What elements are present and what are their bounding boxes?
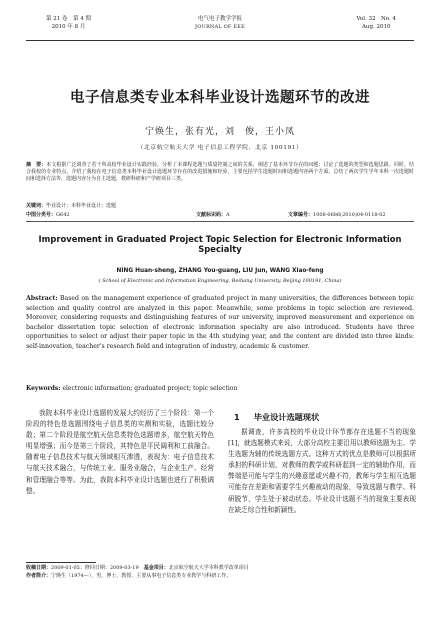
journal-name-cn: 电气电子教学学报 [197, 16, 242, 22]
abstract-en [26, 294, 414, 352]
footnote-divider [26, 562, 96, 563]
clc-label: 中图分类号： [26, 212, 57, 218]
journal-name-en: JOURNAL OF EEE [195, 23, 245, 30]
keywords-en [26, 385, 414, 393]
section-1-heading [234, 412, 416, 423]
author-bio-value: 宁焕生（1974—），男，博士，教授，主要从事电子信息类专业教学与科研工作。 [51, 572, 232, 579]
footnote [26, 565, 414, 580]
received-label: 收稿日期： [26, 565, 52, 571]
paper-title-cn: 电子信息类专业本科毕业设计选题环节的改进 [70, 90, 370, 106]
header-date: 2010 年 8 月 [51, 23, 86, 30]
meta-divider [26, 221, 414, 222]
footnote-author [26, 573, 414, 581]
keywords-en-text: electronic information; graduated project; topic selection [62, 385, 238, 392]
section-1 [228, 412, 416, 516]
abstract-cn [26, 162, 414, 184]
section-1-number: 1 [234, 412, 240, 422]
affiliation-cn: （北京航空航天大学 电子信息工程学院，北京 100191） [137, 145, 303, 151]
author-bio-label: 作者简介： [26, 572, 52, 579]
abstract-en-text: Based on the management experience of graduated project in many universities, the differences between topic selection and quality control are analyzed in this paper. Meanwhile, some problems in topic selection are reviewed. Moreover, considering requests and distinguishing features of our university, improved measurement and experience on bachelor dissertation topic selection of electronic information specialty are also introduced. Students have three opportunities to select or adjust their paper topic in the 4th studying year, and the content are divided into three kinds: self-innovation, teacher's research field and integration of industry, academic & customer. [26, 295, 415, 350]
paper-title-en: Improvement in Graduated Project Topic Selection for Electronic Information Specialty [38, 234, 402, 254]
doc-value: A [226, 212, 230, 218]
abstract-en-label: Abstract: [26, 295, 58, 302]
intro-paragraph: 我院本科毕业设计选题的发展大约经历了三个阶段：第一个阶段的特色是选题围绕电子信息类的实测和实验，选题比较分散；第二个阶段是航空航天信息类特色选题增多，航空航天特色明显增强；而今是第三个阶段，其特色是平民阔利和工前融合。随着电子信息技术与航天领域相互渗透，表现为：电子信息技术与航天技术融合，与传统工业、服务业融合，与企业生产、经营和管理融合等等。为此，我院本科毕业设计选题也进行了积极调整。 [26, 409, 214, 495]
abstract-cn-text: 本文根据广泛调查了若干所高校毕业设计实践经验，分析了本课程选题与质量控制之间的关系，阐述了基本环节存在的问题；讨论了选题的类型和选题思路。同时，结合我校的专业特点，介绍了我校在电子信息类本科毕业设计选题环节存在的改进措施和经验，主要包括学生选题时间和选题内容两个方面。总结了两次学生学年本科一次选题时间和选择方法等，选题内容分为自主选题，教研科研和产学研项目三类。 [26, 162, 414, 183]
abstract-cn-label: 摘 要： [26, 162, 47, 168]
fund-value: 北京航空航天大学本科教学改革项目 [168, 565, 249, 571]
affiliation-en: ( School of Electronic and Information Engineering, Beihang University, Beijing 100191, China) [98, 278, 342, 284]
article-label: 文章编号： [288, 212, 314, 218]
keywords-en-label: Keywords: [26, 385, 61, 392]
authors-cn: 宁焕生，张有光，刘 俊，王小凤 [144, 127, 295, 137]
section-1-body: 据调查，许多高校的毕业设计环节都存在选题不当的现象[1]，就选题模式来说，大部分高校主要沿用以教师选题为主、学生选题为辅的传统选题方式。这种方式的优点是教师可以根据所承担的科研计划，对教师的教学或科研起到一定的辅助作用，而弊端是可能与学生的兴趣意愿或兴趣不符，教师与学生相互选题可能存在差距和需要学生兴趣被动的现象，导致选题与教学、科研脱节，学生处于被动状态。毕业设计选题不当的现象主要表现在缺乏综合性和新颖性。 [228, 428, 416, 514]
keywords-cn-text: 毕业设计；本科毕业设计；选题 [46, 203, 117, 209]
footnote-received [26, 565, 414, 573]
clc-value: G642 [56, 212, 70, 218]
keywords-cn [26, 203, 414, 210]
header-volume: 第 21 卷 第 4 期 [46, 16, 91, 22]
article-value: 1008-0686(2010)04-0118-02 [313, 212, 386, 218]
doc-code [196, 212, 230, 219]
received-value: 2009-01-05；修回日期：2009-03-19 [51, 565, 139, 571]
header-right [356, 16, 396, 31]
keywords-cn-label: 关键词： [26, 203, 47, 209]
fund-label: 基金项目： [143, 565, 169, 571]
authors-en: NING Huan-sheng, ZHANG You-guang, LIU Jun, WANG Xiao-feng [116, 268, 324, 274]
section-1-title: 毕业设计选题现状 [253, 412, 320, 422]
running-header [26, 12, 414, 41]
header-volume-en: Vol. 32 No. 4 [356, 16, 396, 22]
header-date-en: Aug. 2010 [361, 23, 391, 30]
article-number [288, 212, 386, 219]
clc-number [26, 212, 70, 219]
doc-label: 文献标识码： [196, 212, 227, 218]
